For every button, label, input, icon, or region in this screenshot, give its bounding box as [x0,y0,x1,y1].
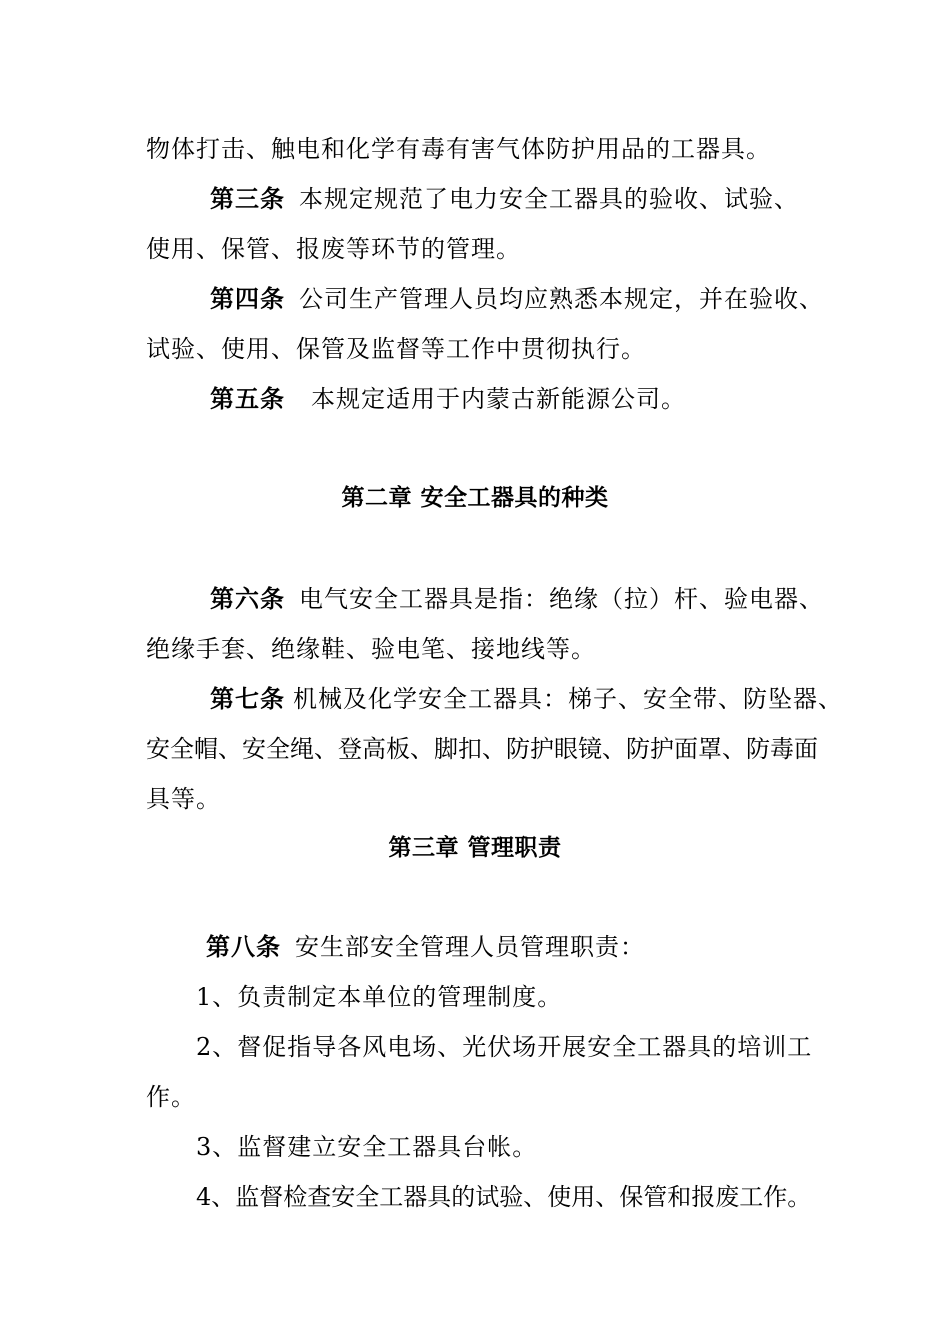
article-5-text: 本规定适用于内蒙古新能源公司。 [311,385,686,413]
article-4-line-2: 试验、使用、保管及监督等工作中贯彻执行。 [146,335,646,363]
article-8-line-1 [206,931,836,963]
duty-item-4: 4、监督检查安全工器具的试验、使用、保管和报废工作。 [196,1183,812,1211]
article-6-text: 电气安全工器具是指：绝缘（拉）杆、验电器、 [299,585,824,613]
article-3-text: 本规定规范了电力安全工器具的验收、试验、 [299,185,799,213]
article-7-text: 机械及化学安全工器具：梯子、安全带、防坠器、 [293,685,843,713]
duty-item-2-continuation: 作。 [146,1083,196,1111]
article-6-line-1 [210,583,836,615]
article-5-label: 第五条 [210,385,285,413]
article-4-line-1 [210,283,836,315]
article-3-line-2: 使用、保管、报废等环节的管理。 [146,235,521,263]
article-6-line-2: 绝缘手套、绝缘鞋、验电笔、接地线等。 [146,635,596,663]
duty-item-3: 3、监督建立安全工器具台帐。 [196,1133,538,1161]
article-4-label: 第四条 [210,285,285,313]
article-2-continuation: 物体打击、触电和化学有毒有害气体防护用品的工器具。 [146,135,771,163]
chapter-3-heading: 第三章 管理职责 [388,835,562,861]
article-7-label: 第七条 [210,685,285,713]
article-6-label: 第六条 [210,585,285,613]
article-7-line-3: 具等。 [146,785,221,813]
article-3-line-1 [210,183,836,215]
duty-item-1: 1、负责制定本单位的管理制度。 [196,983,563,1011]
article-4-text: 公司生产管理人员均应熟悉本规定，并在验收、 [299,285,824,313]
article-8-label: 第八条 [206,933,281,961]
duty-item-2: 2、督促指导各风电场、光伏场开展安全工器具的培训工 [196,1033,813,1061]
article-7-line-1 [210,683,843,715]
article-7-line-2: 安全帽、安全绳、登高板、脚扣、防护眼镜、防护面罩、防毒面 [146,735,818,763]
article-3-label: 第三条 [210,185,285,213]
article-8-text: 安生部安全管理人员管理职责： [295,933,645,961]
chapter-2-heading: 第二章 安全工器具的种类 [341,485,609,511]
article-5-line-1 [210,383,836,415]
